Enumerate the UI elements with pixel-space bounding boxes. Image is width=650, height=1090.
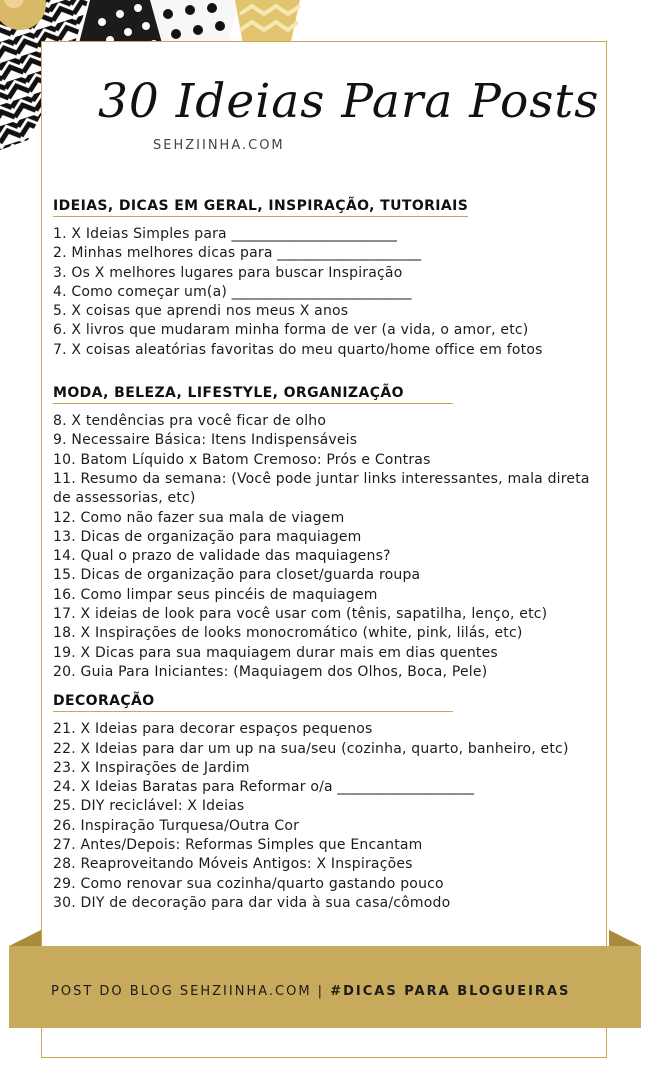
footer-text [51, 984, 570, 999]
list-item: 2. Minhas melhores dicas para ____________________ [53, 245, 422, 262]
list-item: 16. Como limpar seus pincéis de maquiagem [53, 586, 378, 603]
section-list [53, 720, 605, 913]
footer-hashtag: #DICAS PARA BLOGUEIRAS [330, 984, 571, 999]
list-item: 9. Necessaire Básica: Itens Indispensáveis [53, 432, 358, 449]
list-item: 5. X coisas que aprendi nos meus X anos [53, 303, 349, 320]
list-item: 1. X Ideias Simples para _______________________ [53, 226, 398, 242]
list-item: 6. X livros que mudaram minha forma de ver (a vida, o amor, etc) [53, 322, 529, 339]
ideas-list [53, 195, 605, 927]
page-title: 30 Ideias Para Posts [98, 74, 600, 129]
list-item: 29. Como renovar sua cozinha/quarto gastando pouco [53, 875, 444, 892]
list-item: 10. Batom Líquido x Batom Cremoso: Prós e Contras [53, 451, 431, 468]
list-item: 20. Guia Para Iniciantes: (Maquiagem dos Olhos, Boca, Pele) [53, 663, 488, 680]
footer-banner [9, 946, 641, 1028]
section-decoracao [53, 690, 605, 913]
list-item: 23. X Inspirações de Jardim [53, 759, 250, 776]
list-item: 27. Antes/Depois: Reformas Simples que Encantam [53, 837, 423, 854]
list-item: 8. X tendências pra você ficar de olho [53, 413, 327, 430]
list-item: 3. Os X melhores lugares para buscar Inspiração [53, 264, 403, 281]
list-item: 14. Qual o prazo de validade das maquiagens? [53, 548, 391, 565]
section-title: MODA, BELEZA, LIFESTYLE, ORGANIZAÇÃO [53, 385, 453, 404]
section-list [53, 412, 605, 682]
list-item: 4. Como começar um(a) _________________________ [53, 283, 412, 300]
footer-blog-credit: POST DO BLOG SEHZIINHA.COM | [51, 984, 331, 999]
list-item: 7. X coisas aleatórias favoritas do meu quarto/home office em fotos [53, 341, 543, 358]
ribbon-fold-right [609, 930, 641, 946]
site-subtitle: SEHZIINHA.COM [153, 138, 285, 153]
list-item: 21. X Ideias para decorar espaços pequenos [53, 721, 373, 738]
list-item: 26. Inspiração Turquesa/Outra Cor [53, 817, 300, 834]
list-item: 18. X Inspirações de looks monocromático (white, pink, lilás, etc) [53, 625, 523, 642]
list-item: 12. Como não fazer sua mala de viagem [53, 509, 345, 526]
list-item: 28. Reaproveitando Móveis Antigos: X Inspirações [53, 856, 413, 873]
list-item: 24. X Ideias Baratas para Reformar o/a ___________________ [53, 779, 475, 796]
list-item: 11. Resumo da semana: (Você pode juntar links interessantes, mala direta de assessorias, etc) [53, 470, 590, 507]
section-list [53, 225, 605, 360]
section-title: DECORAÇÃO [53, 693, 453, 712]
list-item: 22. X Ideias para dar um up na sua/seu (cozinha, quarto, banheiro, etc) [53, 740, 569, 757]
list-item: 13. Dicas de organização para maquiagem [53, 528, 362, 545]
list-item: 25. DIY reciclável: X Ideias [53, 798, 245, 815]
list-item: 30. DIY de decoração para dar vida à sua casa/cômodo [53, 894, 451, 911]
section-ideas [53, 195, 605, 360]
list-item: 15. Dicas de organização para closet/guarda roupa [53, 567, 421, 584]
list-item: 17. X ideias de look para você usar com (tênis, sapatilha, lenço, etc) [53, 606, 548, 623]
section-title: IDEIAS, DICAS EM GERAL, INSPIRAÇÃO, TUTORIAIS [53, 198, 468, 217]
ribbon-fold-left [9, 930, 41, 946]
section-moda [53, 382, 605, 682]
list-item: 19. X Dicas para sua maquiagem durar mais em dias quentes [53, 644, 498, 661]
